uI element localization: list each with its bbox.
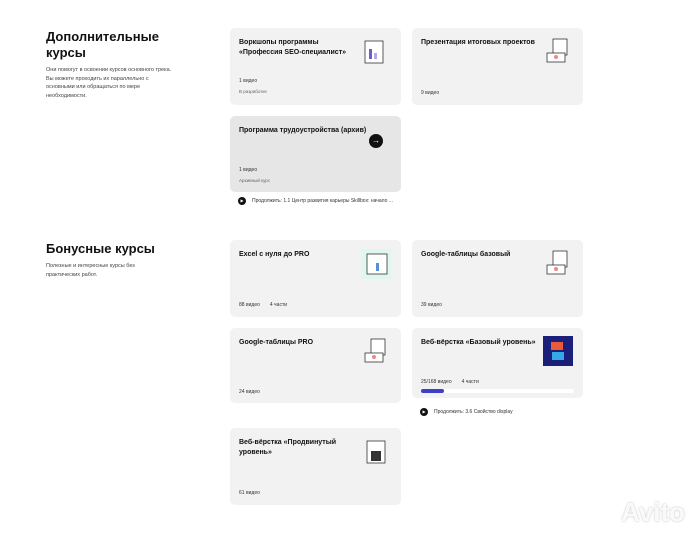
section-heading-additional: Дополнительные курсы: [46, 29, 159, 60]
course-videos: 39 видео: [421, 302, 442, 308]
continue-link[interactable]: [420, 408, 513, 416]
course-title: Google-таблицы PRO: [239, 339, 314, 346]
course-status: В разработке: [239, 89, 267, 94]
progress-fill: [421, 389, 444, 393]
course-illustration-icon: [361, 37, 391, 67]
course-card-seo-workshops[interactable]: [230, 28, 401, 105]
course-card-presentation[interactable]: [412, 28, 583, 105]
course-videos: 88 видео: [239, 302, 260, 308]
arrow-right-icon[interactable]: →: [369, 134, 383, 148]
course-illustration-icon: [543, 249, 573, 279]
course-videos: 9 видео: [421, 90, 440, 96]
continue-text: Продолжить: 1.1 Центр развития карьеры Skillbox: начало ...: [252, 198, 393, 204]
course-videos: 1 видео: [239, 78, 258, 84]
continue-text: Продолжить: 3.6 Свойство display: [434, 409, 513, 415]
course-card-google-sheets-basic[interactable]: [412, 240, 583, 317]
course-card-employment-archive[interactable]: [230, 116, 401, 192]
play-icon: ▶: [238, 197, 246, 205]
course-title: Воркшопы программы «Профессия SEO-специалист»: [239, 39, 347, 56]
course-illustration-icon: [543, 336, 573, 366]
avito-watermark: Avito: [620, 497, 685, 527]
course-card-excel[interactable]: [230, 240, 401, 317]
course-illustration-icon: [361, 337, 391, 367]
play-icon: ▶: [420, 408, 428, 416]
course-title: Google-таблицы базовый: [421, 251, 511, 258]
course-illustration-icon: [361, 437, 391, 467]
course-parts: 4 части: [269, 302, 288, 308]
course-card-web-layout-basic[interactable]: [412, 328, 583, 398]
course-illustration-icon: [543, 37, 573, 67]
section-description-additional: Они помогут в освоении курсов основного трека. Вы можете проходить их параллельно с основными или обращаться по мере необходимости.: [46, 67, 172, 99]
section-description-bonus: Полезные и интересные курсы без практических работ.: [46, 263, 135, 278]
course-title: Программа трудоустройства (архив): [239, 127, 367, 134]
course-videos: 61 видео: [239, 490, 260, 496]
course-title: Excel с нуля до PRO: [239, 251, 310, 258]
course-videos: 24 видео: [239, 389, 260, 395]
course-card-google-sheets-pro[interactable]: [230, 328, 401, 403]
course-parts: 4 части: [461, 379, 479, 385]
course-status: Архивный курс: [239, 178, 271, 183]
course-videos: 1 видео: [239, 167, 258, 173]
course-videos: 25/168 видео: [421, 379, 452, 385]
continue-link[interactable]: [238, 197, 393, 205]
course-title: Веб-вёрстка «Продвинутый уровень»: [239, 439, 336, 456]
section-heading-bonus: Бонусные курсы: [46, 241, 155, 256]
course-progress-bar: [421, 389, 574, 393]
course-title: Презентация итоговых проектов: [421, 39, 535, 46]
course-title: Веб-вёрстка «Базовый уровень»: [421, 339, 536, 346]
course-illustration-icon: [361, 249, 391, 279]
course-card-web-layout-advanced[interactable]: [230, 428, 401, 505]
